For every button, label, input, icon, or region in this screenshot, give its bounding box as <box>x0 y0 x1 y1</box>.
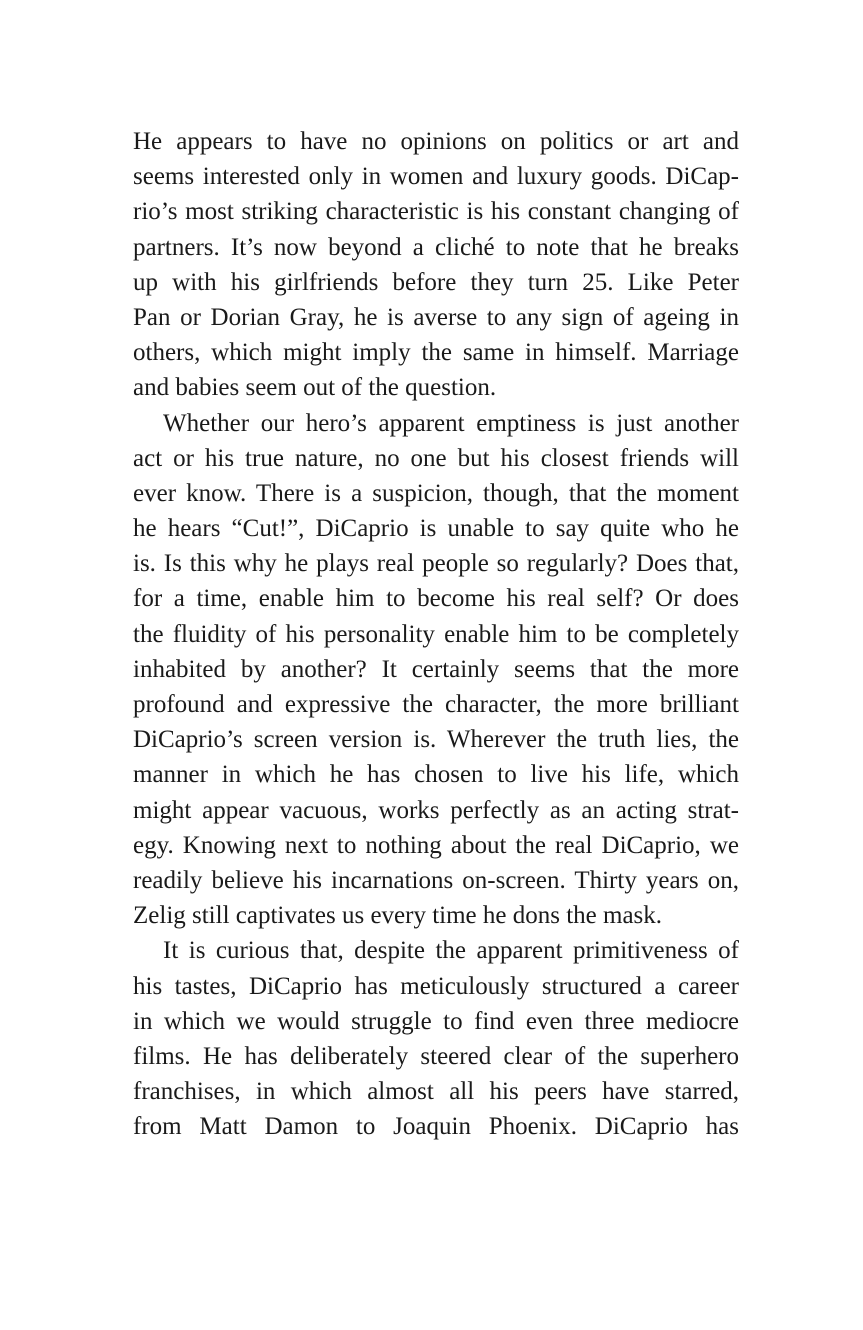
text-line: readily believe his incarnations on-screen. Thirty years on, <box>133 866 739 894</box>
text-line: Zelig still captivates us every time he dons the mask. <box>133 902 663 930</box>
text-line: from Matt Damon to Joaquin Phoenix. DiCaprio has <box>133 1113 739 1141</box>
text-line: others, which might imply the same in himself. Marriage <box>133 339 739 367</box>
text-line: Whether our hero’s apparent emptiness is just another <box>163 409 739 437</box>
text-line: act or his true nature, no one but his closest friends will <box>133 444 739 472</box>
text-line: ever know. There is a suspicion, though, that the moment <box>133 479 739 507</box>
text-line: might appear vacuous, works perfectly as an acting strat- <box>133 796 739 824</box>
text-line: is. Is this why he plays real people so regularly? Does that, <box>133 550 739 578</box>
text-line: partners. It’s now beyond a cliché to note that he breaks <box>133 233 739 261</box>
text-line: manner in which he has chosen to live his life, which <box>133 761 739 789</box>
text-line: films. He has deliberately steered clear of the superhero <box>133 1042 739 1070</box>
text-line: He appears to have no opinions on politics or art and <box>133 128 739 155</box>
text-line: the fluidity of his personality enable him to be completely <box>133 620 739 648</box>
text-line: rio’s most striking characteristic is his constant changing of <box>133 198 739 226</box>
text-line: Pan or Dorian Gray, he is averse to any sign of ageing in <box>133 303 739 331</box>
text-line: and babies seem out of the question. <box>133 374 497 402</box>
text-line: franchises, in which almost all his peers have starred, <box>133 1078 739 1106</box>
text-line: his tastes, DiCaprio has meticulously structured a career <box>133 972 739 1000</box>
text-line: he hears “Cut!”, DiCaprio is unable to say quite who he <box>133 515 739 543</box>
text-line: in which we would struggle to find even three mediocre <box>133 1007 739 1035</box>
body-text <box>133 124 739 1144</box>
text-line: inhabited by another? It certainly seems that the more <box>133 655 739 683</box>
text-line: up with his girlfriends before they turn 25. Like Peter <box>133 268 739 296</box>
paragraph-1 <box>133 124 739 406</box>
text-line: seems interested only in women and luxury goods. DiCap- <box>133 163 739 191</box>
text-line: profound and expressive the character, the more brilliant <box>133 691 739 718</box>
paragraph-3 <box>133 933 739 1144</box>
text-line: It is curious that, despite the apparent primitiveness of <box>163 937 739 965</box>
text-line: for a time, enable him to become his real self? Or does <box>133 585 739 613</box>
text-line: DiCaprio’s screen version is. Wherever the truth lies, the <box>133 726 739 754</box>
paragraph-2 <box>133 406 739 934</box>
text-line: egy. Knowing next to nothing about the real DiCaprio, we <box>133 831 739 859</box>
